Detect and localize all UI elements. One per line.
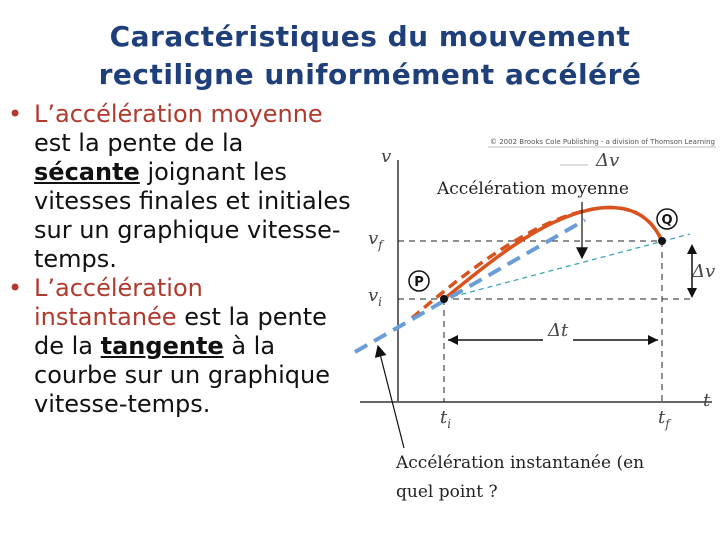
delta-t-arrowhead-left xyxy=(448,335,458,345)
point-q-dot xyxy=(658,237,666,245)
vi-label: $v_i$ xyxy=(368,285,383,309)
vf-label: $v_f$ xyxy=(368,228,383,252)
title-line-2: rectiligne uniformément accéléré xyxy=(98,58,642,91)
instant-acceleration-label-1: Accélération instantanée (en xyxy=(396,453,645,473)
t-axis-label: t xyxy=(703,390,711,411)
instant-acceleration-label-2: quel point ? xyxy=(396,482,498,502)
bullet-highlight: L’accélération moyenne xyxy=(34,100,323,128)
copyright-text: © 2002 Brooks Cole Publishing - a division of Thomson Learning xyxy=(490,138,715,146)
delta-t-label: Δt xyxy=(548,320,569,341)
bullet-text: est la pente de la xyxy=(34,303,327,360)
bullet-dot: • xyxy=(8,274,23,302)
v-axis-label: v xyxy=(381,146,392,167)
average-acceleration-label: Accélération moyenne xyxy=(437,179,629,199)
point-p-label: P xyxy=(414,275,424,290)
tf-label: $t_f$ xyxy=(658,407,670,431)
delta-v-arrowhead-bottom xyxy=(687,288,697,298)
bullet-text: joignant les vitesses finales et initiales sur un graphique vitesse-temps. xyxy=(34,158,351,273)
point-p-dot xyxy=(440,295,448,303)
ti-label: $t_i$ xyxy=(440,407,452,431)
delta-v-arrowhead-top xyxy=(687,244,697,254)
title-line-1: Caractéristiques du mouvement xyxy=(109,20,631,53)
bullet-emphasis: sécante xyxy=(34,158,140,186)
secant-line xyxy=(444,234,690,299)
bullet-dot: • xyxy=(8,100,23,128)
point-q-label: Q xyxy=(661,213,673,228)
bullet-text: à la courbe sur un graphique vitesse-temps. xyxy=(34,332,330,418)
delta-v-right-label: Δv xyxy=(692,261,716,282)
bullet-highlight: L’accélération instantanée xyxy=(34,274,203,331)
instant-acceleration-arrow xyxy=(378,346,404,448)
velocity-curve xyxy=(444,207,662,299)
delta-t-arrowhead-right xyxy=(648,335,658,345)
velocity-curve-dashed xyxy=(412,207,662,318)
bullet-text: est la pente de la xyxy=(34,129,244,157)
delta-v-top-label: Δv xyxy=(596,150,620,171)
bullet-emphasis: tangente xyxy=(100,332,224,360)
